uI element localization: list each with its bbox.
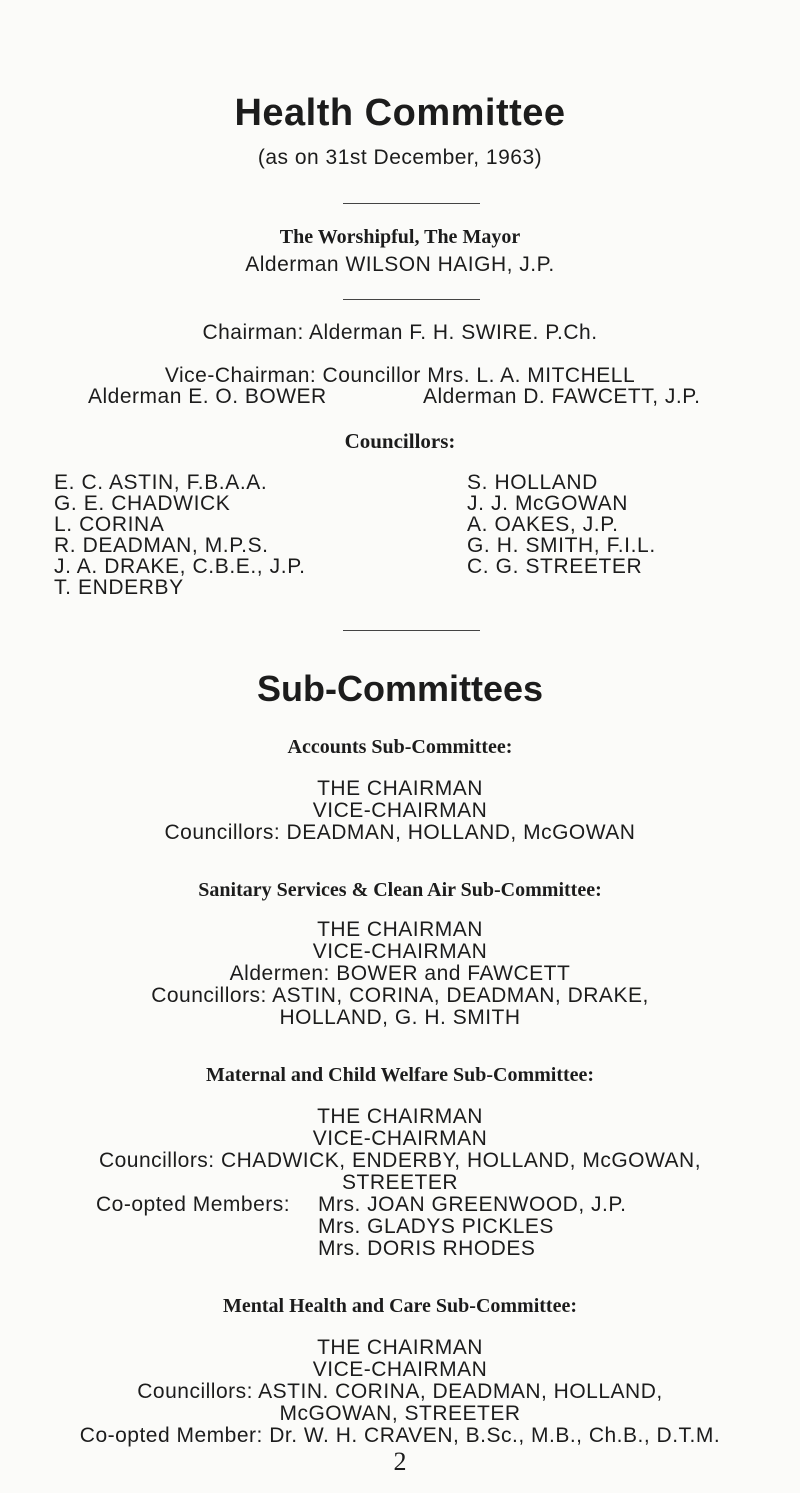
mental-line: VICE-CHAIRMAN: [312, 1358, 488, 1381]
sanitary-line: THE CHAIRMAN: [317, 918, 483, 941]
list-item: S. HOLLAND: [467, 471, 598, 494]
chairman-line: Chairman: Alderman F. H. SWIRE. P.Ch.: [202, 321, 598, 344]
councillors-left-list: [54, 472, 306, 598]
mental-line: Co-opted Member: Dr. W. H. CRAVEN, B.Sc., M.B., Ch.B., D.T.M.: [79, 1424, 721, 1447]
accounts-line: Councillors: DEADMAN, HOLLAND, McGOWAN: [164, 821, 636, 844]
councillors-right-list: [467, 472, 656, 577]
title-block: [0, 92, 800, 135]
list-item: J. J. McGOWAN: [467, 492, 629, 515]
list-item: R. DEADMAN, M.P.S.: [54, 534, 269, 557]
mental-heading: Mental Health and Care Sub-Committee:: [222, 1295, 578, 1317]
councillors-heading: Councillors:: [344, 429, 456, 453]
accounts-line: VICE-CHAIRMAN: [312, 799, 488, 822]
alderman-left: Alderman E. O. BOWER: [88, 385, 327, 408]
sanitary-line: HOLLAND, G. H. SMITH: [279, 1006, 521, 1029]
mayor-heading: The Worshipful, The Mayor: [279, 226, 521, 248]
maternal-line: VICE-CHAIRMAN: [312, 1127, 488, 1150]
maternal-coopted-member: Mrs. DORIS RHODES: [318, 1237, 536, 1260]
accounts-heading: Accounts Sub-Committee:: [287, 736, 513, 758]
accounts-line: THE CHAIRMAN: [317, 777, 483, 800]
list-item: E. C. ASTIN, F.B.A.A.: [54, 471, 268, 494]
list-item: A. OAKES, J.P.: [467, 513, 619, 536]
maternal-line: STREETER: [341, 1171, 458, 1194]
sanitary-line: VICE-CHAIRMAN: [312, 940, 488, 963]
mental-line: McGOWAN, STREETER: [279, 1402, 521, 1425]
maternal-coopted-label: Co-opted Members:: [96, 1193, 291, 1216]
page-subtitle: (as on 31st December, 1963): [257, 146, 543, 169]
sanitary-line: Councillors: ASTIN, CORINA, DEADMAN, DRAKE,: [151, 984, 649, 1007]
sanitary-line: Aldermen: BOWER and FAWCETT: [229, 962, 571, 985]
divider: [343, 630, 480, 631]
maternal-line: THE CHAIRMAN: [317, 1105, 483, 1128]
page-number: 2: [393, 1447, 407, 1476]
list-item: L. CORINA: [54, 513, 165, 536]
maternal-line: Councillors: CHADWICK, ENDERBY, HOLLAND, McGOWAN,: [98, 1149, 702, 1172]
maternal-coopted-member: Mrs. GLADYS PICKLES: [318, 1215, 554, 1238]
vice-chairman-line: Vice-Chairman: Councillor Mrs. L. A. MITCHELL: [164, 364, 636, 387]
list-item: J. A. DRAKE, C.B.E., J.P.: [54, 555, 306, 578]
list-item: G. E. CHADWICK: [54, 492, 231, 515]
divider: [343, 299, 480, 300]
list-item: G. H. SMITH, F.I.L.: [467, 534, 656, 557]
page-title: Health Committee: [234, 92, 566, 134]
subcommittees-heading: Sub-Committees: [256, 668, 544, 709]
mental-line: THE CHAIRMAN: [317, 1336, 483, 1359]
sanitary-heading: Sanitary Services & Clean Air Sub-Committee:: [198, 879, 602, 901]
list-item: T. ENDERBY: [54, 576, 184, 599]
divider: [343, 203, 480, 204]
alderman-right: Alderman D. FAWCETT, J.P.: [423, 385, 701, 408]
mental-line: Councillors: ASTIN. CORINA, DEADMAN, HOLLAND,: [137, 1380, 663, 1403]
maternal-coopted-member: Mrs. JOAN GREENWOOD, J.P.: [318, 1193, 627, 1216]
mayor-name: Alderman WILSON HAIGH, J.P.: [245, 253, 555, 276]
maternal-heading: Maternal and Child Welfare Sub-Committee:: [205, 1064, 595, 1086]
list-item: C. G. STREETER: [467, 555, 643, 578]
